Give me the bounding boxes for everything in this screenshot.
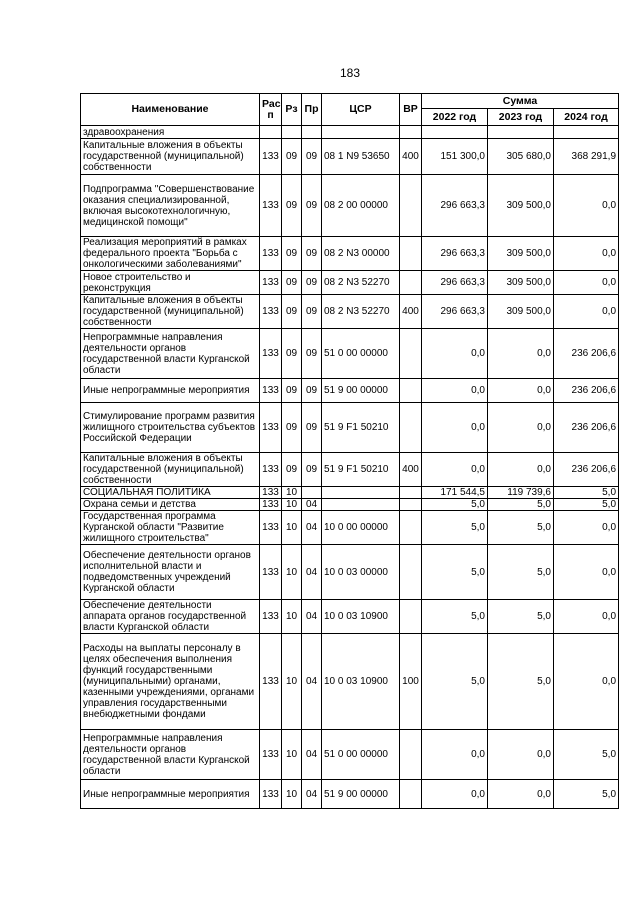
- row-pr: [302, 126, 322, 139]
- row-vr: [400, 379, 422, 403]
- header-sum: Сумма: [422, 94, 619, 109]
- row-ras: 133: [260, 237, 282, 271]
- row-rz: 10: [282, 545, 302, 600]
- row-rz: 10: [282, 511, 302, 545]
- row-vr: [400, 511, 422, 545]
- row-sum-2022: 0,0: [422, 329, 488, 379]
- header-year-2024: 2024 год: [554, 109, 619, 126]
- row-csr: 10 0 03 10900: [322, 600, 400, 634]
- row-name: Иные непрограммные мероприятия: [81, 379, 260, 403]
- table-row: [81, 237, 619, 271]
- row-sum-2023: 0,0: [488, 379, 554, 403]
- row-sum-2022: 296 663,3: [422, 175, 488, 237]
- row-sum-2022: 5,0: [422, 545, 488, 600]
- table-row: [81, 295, 619, 329]
- row-sum-2023: 0,0: [488, 730, 554, 780]
- row-ras: 133: [260, 780, 282, 809]
- row-sum-2024: 0,0: [554, 511, 619, 545]
- row-csr: 08 2 N3 00000: [322, 237, 400, 271]
- row-rz: 09: [282, 329, 302, 379]
- row-name: Непрограммные направления деятельности органов государственной власти Курганской области: [81, 730, 260, 780]
- row-sum-2022: [422, 126, 488, 139]
- row-pr: 09: [302, 271, 322, 295]
- header-rz: Рз: [282, 94, 302, 126]
- row-name: Новое строительство и реконструкция: [81, 271, 260, 295]
- row-sum-2023: 0,0: [488, 403, 554, 453]
- row-ras: 133: [260, 730, 282, 780]
- row-pr: 04: [302, 600, 322, 634]
- row-name: Обеспечение деятельности органов исполнительной власти и подведомственных учреждений Курганской области: [81, 545, 260, 600]
- row-rz: 10: [282, 634, 302, 730]
- row-ras: 133: [260, 511, 282, 545]
- row-sum-2023: 309 500,0: [488, 271, 554, 295]
- row-name: Капитальные вложения в объекты государственной (муниципальной) собственности: [81, 453, 260, 487]
- row-sum-2022: 5,0: [422, 499, 488, 511]
- row-rz: 10: [282, 780, 302, 809]
- header-ras: Рас п: [260, 94, 282, 126]
- row-rz: 09: [282, 379, 302, 403]
- row-rz: 09: [282, 453, 302, 487]
- row-pr: [302, 487, 322, 499]
- row-vr: 100: [400, 634, 422, 730]
- row-csr: 51 0 00 00000: [322, 329, 400, 379]
- row-sum-2022: 171 544,5: [422, 487, 488, 499]
- row-sum-2024: 0,0: [554, 295, 619, 329]
- row-sum-2023: 5,0: [488, 545, 554, 600]
- row-sum-2022: 5,0: [422, 600, 488, 634]
- row-sum-2022: 296 663,3: [422, 237, 488, 271]
- row-csr: 08 2 00 00000: [322, 175, 400, 237]
- row-ras: 133: [260, 403, 282, 453]
- row-sum-2024: 236 206,6: [554, 453, 619, 487]
- row-ras: [260, 126, 282, 139]
- row-csr: 08 1 N9 53650: [322, 139, 400, 175]
- row-csr: 51 0 00 00000: [322, 730, 400, 780]
- table-row: [81, 126, 619, 139]
- row-sum-2023: 0,0: [488, 453, 554, 487]
- row-sum-2024: 0,0: [554, 634, 619, 730]
- row-ras: 133: [260, 175, 282, 237]
- row-ras: 133: [260, 545, 282, 600]
- row-pr: 09: [302, 403, 322, 453]
- row-csr: [322, 487, 400, 499]
- header-pr: Пр: [302, 94, 322, 126]
- row-vr: [400, 329, 422, 379]
- row-sum-2022: 0,0: [422, 730, 488, 780]
- row-csr: 51 9 00 00000: [322, 379, 400, 403]
- row-sum-2024: 5,0: [554, 780, 619, 809]
- header-year-2023: 2023 год: [488, 109, 554, 126]
- table-row: [81, 271, 619, 295]
- row-sum-2024: 5,0: [554, 730, 619, 780]
- row-ras: 133: [260, 487, 282, 499]
- row-rz: 10: [282, 499, 302, 511]
- row-pr: 09: [302, 329, 322, 379]
- row-vr: [400, 237, 422, 271]
- row-csr: 08 2 N3 52270: [322, 271, 400, 295]
- table-row: [81, 634, 619, 730]
- row-sum-2023: 5,0: [488, 511, 554, 545]
- row-ras: 133: [260, 499, 282, 511]
- row-sum-2023: 309 500,0: [488, 295, 554, 329]
- row-pr: 04: [302, 511, 322, 545]
- row-rz: 10: [282, 600, 302, 634]
- row-ras: 133: [260, 634, 282, 730]
- row-pr: 09: [302, 379, 322, 403]
- row-pr: 04: [302, 499, 322, 511]
- row-ras: 133: [260, 139, 282, 175]
- row-sum-2024: 0,0: [554, 271, 619, 295]
- table-row: [81, 453, 619, 487]
- row-name: Подпрограмма "Совершенствование оказания специализированной, включая высокотехнологичную, медицинской помощи": [81, 175, 260, 237]
- row-ras: 133: [260, 271, 282, 295]
- row-sum-2024: 236 206,6: [554, 403, 619, 453]
- row-ras: 133: [260, 295, 282, 329]
- row-pr: 09: [302, 237, 322, 271]
- row-csr: [322, 126, 400, 139]
- table-row: [81, 175, 619, 237]
- row-name: Расходы на выплаты персоналу в целях обеспечения выполнения функций государственными (муниципальными) органами, казенными учреждениями, органами управления государственными внебюджетными фондами: [81, 634, 260, 730]
- row-name: Иные непрограммные мероприятия: [81, 780, 260, 809]
- row-name: СОЦИАЛЬНАЯ ПОЛИТИКА: [81, 487, 260, 499]
- row-sum-2024: 236 206,6: [554, 379, 619, 403]
- row-sum-2023: 0,0: [488, 780, 554, 809]
- header-year-2022: 2022 год: [422, 109, 488, 126]
- row-pr: 04: [302, 730, 322, 780]
- table-row: [81, 403, 619, 453]
- row-name: Капитальные вложения в объекты государственной (муниципальной) собственности: [81, 295, 260, 329]
- row-vr: [400, 487, 422, 499]
- row-rz: 10: [282, 487, 302, 499]
- row-name: Капитальные вложения в объекты государственной (муниципальной) собственности: [81, 139, 260, 175]
- row-sum-2022: 5,0: [422, 511, 488, 545]
- table-row: [81, 511, 619, 545]
- row-ras: 133: [260, 329, 282, 379]
- row-sum-2022: 296 663,3: [422, 271, 488, 295]
- table-row: [81, 139, 619, 175]
- row-sum-2024: 236 206,6: [554, 329, 619, 379]
- row-vr: 400: [400, 453, 422, 487]
- row-name: Обеспечение деятельности аппарата органов государственной власти Курганской области: [81, 600, 260, 634]
- row-pr: 04: [302, 634, 322, 730]
- row-pr: 04: [302, 780, 322, 809]
- row-ras: 133: [260, 600, 282, 634]
- row-sum-2022: 5,0: [422, 634, 488, 730]
- row-rz: 09: [282, 403, 302, 453]
- row-csr: 51 9 00 00000: [322, 780, 400, 809]
- row-sum-2024: 5,0: [554, 487, 619, 499]
- row-sum-2024: [554, 126, 619, 139]
- row-csr: [322, 499, 400, 511]
- row-vr: [400, 175, 422, 237]
- table-row: [81, 499, 619, 511]
- row-name: Охрана семьи и детства: [81, 499, 260, 511]
- row-rz: 09: [282, 271, 302, 295]
- table-row: [81, 780, 619, 809]
- row-csr: 51 9 F1 50210: [322, 453, 400, 487]
- table-body: [81, 126, 619, 809]
- row-ras: 133: [260, 453, 282, 487]
- row-vr: [400, 780, 422, 809]
- row-vr: [400, 545, 422, 600]
- table-row: [81, 379, 619, 403]
- row-csr: 10 0 00 00000: [322, 511, 400, 545]
- table-header: [81, 94, 619, 126]
- row-sum-2023: 5,0: [488, 634, 554, 730]
- row-sum-2022: 151 300,0: [422, 139, 488, 175]
- row-csr: 10 0 03 10900: [322, 634, 400, 730]
- row-rz: 09: [282, 139, 302, 175]
- row-sum-2024: 5,0: [554, 499, 619, 511]
- row-csr: 51 9 F1 50210: [322, 403, 400, 453]
- row-sum-2024: 0,0: [554, 237, 619, 271]
- row-sum-2022: 0,0: [422, 780, 488, 809]
- table-row: [81, 730, 619, 780]
- row-vr: [400, 499, 422, 511]
- budget-table: [80, 93, 619, 809]
- row-sum-2023: 5,0: [488, 600, 554, 634]
- row-vr: 400: [400, 139, 422, 175]
- row-pr: 09: [302, 175, 322, 237]
- row-sum-2022: 0,0: [422, 453, 488, 487]
- row-rz: 09: [282, 295, 302, 329]
- row-name: Непрограммные направления деятельности органов государственной власти Курганской области: [81, 329, 260, 379]
- row-pr: 09: [302, 139, 322, 175]
- table-row: [81, 487, 619, 499]
- row-rz: 09: [282, 175, 302, 237]
- row-vr: [400, 730, 422, 780]
- row-sum-2023: 305 680,0: [488, 139, 554, 175]
- row-name: Государственная программа Курганской области "Развитие жилищного строительства": [81, 511, 260, 545]
- row-rz: 09: [282, 237, 302, 271]
- row-sum-2024: 368 291,9: [554, 139, 619, 175]
- row-sum-2022: 0,0: [422, 379, 488, 403]
- row-sum-2023: [488, 126, 554, 139]
- row-csr: 08 2 N3 52270: [322, 295, 400, 329]
- row-vr: [400, 126, 422, 139]
- row-pr: 04: [302, 545, 322, 600]
- row-sum-2023: 5,0: [488, 499, 554, 511]
- row-sum-2024: 0,0: [554, 600, 619, 634]
- row-rz: 10: [282, 730, 302, 780]
- row-sum-2024: 0,0: [554, 175, 619, 237]
- row-vr: [400, 403, 422, 453]
- table-row: [81, 600, 619, 634]
- table-row: [81, 545, 619, 600]
- header-vr: ВР: [400, 94, 422, 126]
- row-csr: 10 0 03 00000: [322, 545, 400, 600]
- header-name: Наименование: [81, 94, 260, 126]
- row-name: Реализация мероприятий в рамках федерального проекта "Борьба с онкологическими заболеваниями": [81, 237, 260, 271]
- row-ras: 133: [260, 379, 282, 403]
- row-pr: 09: [302, 295, 322, 329]
- header-csr: ЦСР: [322, 94, 400, 126]
- row-sum-2022: 0,0: [422, 403, 488, 453]
- row-vr: 400: [400, 295, 422, 329]
- row-sum-2023: 119 739,6: [488, 487, 554, 499]
- row-name: Стимулирование программ развития жилищного строительства субъектов Российской Федерации: [81, 403, 260, 453]
- table-row: [81, 329, 619, 379]
- row-vr: [400, 600, 422, 634]
- row-sum-2022: 296 663,3: [422, 295, 488, 329]
- row-vr: [400, 271, 422, 295]
- row-sum-2023: 309 500,0: [488, 175, 554, 237]
- row-sum-2023: 0,0: [488, 329, 554, 379]
- row-sum-2024: 0,0: [554, 545, 619, 600]
- row-name: здравоохранения: [81, 126, 260, 139]
- row-rz: [282, 126, 302, 139]
- page-number: 183: [339, 66, 361, 80]
- row-pr: 09: [302, 453, 322, 487]
- row-sum-2023: 309 500,0: [488, 237, 554, 271]
